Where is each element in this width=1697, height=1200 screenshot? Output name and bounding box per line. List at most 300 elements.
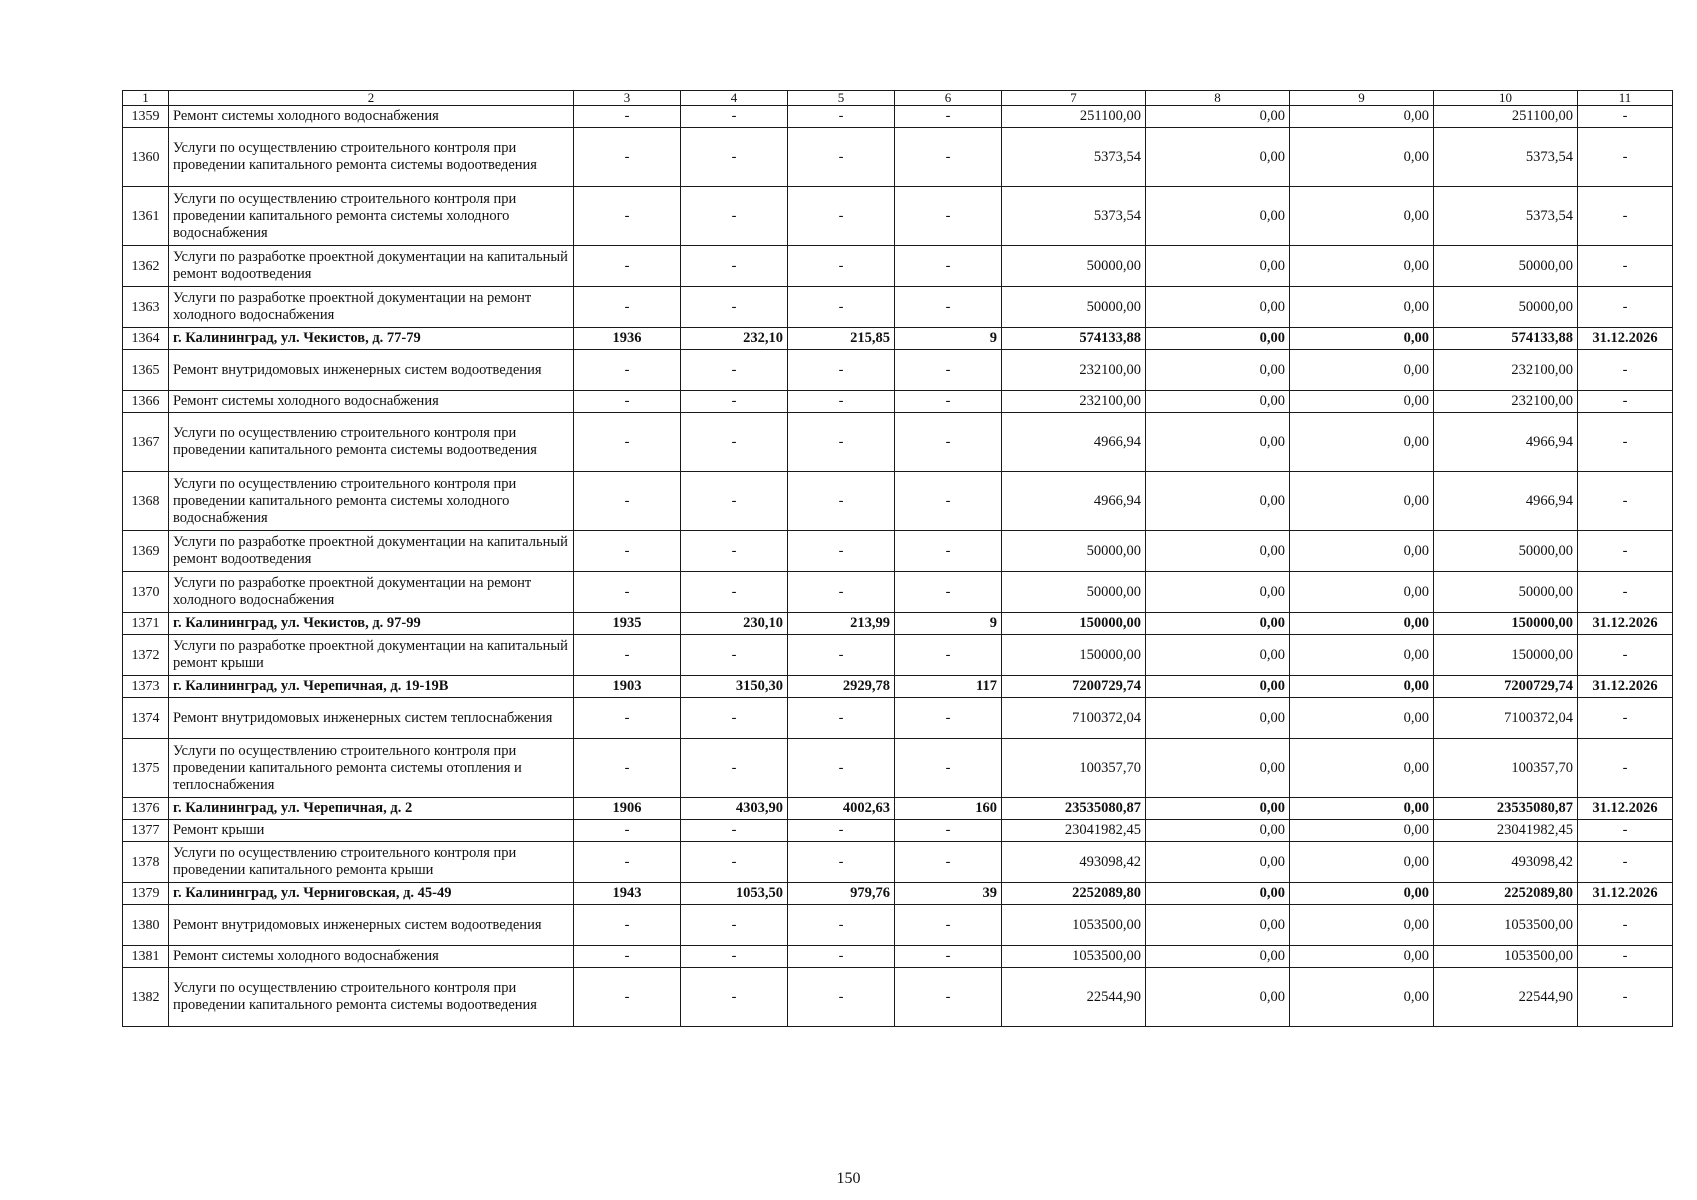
cell-living-area: - — [788, 739, 895, 798]
cell-owners-funds: 22544,90 — [1434, 968, 1578, 1027]
cell-owners-funds: 7100372,04 — [1434, 698, 1578, 739]
row-number: 1368 — [123, 472, 169, 531]
row-number: 1371 — [123, 613, 169, 635]
cell-total-area: - — [681, 946, 788, 968]
cell-living-area: - — [788, 106, 895, 128]
row-name: Услуги по осуществлению строительного контроля при проведении капитального ремонта крыши — [169, 842, 574, 883]
cell-total-cost: 23535080,87 — [1002, 798, 1146, 820]
cell-year: 1935 — [574, 613, 681, 635]
row-number: 1374 — [123, 698, 169, 739]
cell-year: 1943 — [574, 883, 681, 905]
cell-total-area: - — [681, 739, 788, 798]
cell-deadline: 31.12.2026 — [1578, 328, 1673, 350]
cell-fund-1: 0,00 — [1146, 391, 1290, 413]
cell-total-area: - — [681, 572, 788, 613]
cell-year: 1906 — [574, 798, 681, 820]
cell-fund-1: 0,00 — [1146, 106, 1290, 128]
cell-fund-2: 0,00 — [1290, 842, 1434, 883]
cell-owners-funds: 50000,00 — [1434, 531, 1578, 572]
cell-fund-2: 0,00 — [1290, 739, 1434, 798]
cell-fund-2: 0,00 — [1290, 968, 1434, 1027]
cell-residents: - — [895, 246, 1002, 287]
cell-residents: - — [895, 413, 1002, 472]
row-name: г. Калининград, ул. Черниговская, д. 45-49 — [169, 883, 574, 905]
row-number: 1369 — [123, 531, 169, 572]
column-number: 5 — [788, 91, 895, 106]
row-number: 1380 — [123, 905, 169, 946]
cell-total-cost: 493098,42 — [1002, 842, 1146, 883]
cell-total-cost: 100357,70 — [1002, 739, 1146, 798]
cell-living-area: 4002,63 — [788, 798, 895, 820]
cell-owners-funds: 5373,54 — [1434, 128, 1578, 187]
cell-owners-funds: 4966,94 — [1434, 472, 1578, 531]
cell-total-cost: 5373,54 — [1002, 187, 1146, 246]
cell-total-area: 230,10 — [681, 613, 788, 635]
cell-year: - — [574, 391, 681, 413]
cell-fund-2: 0,00 — [1290, 676, 1434, 698]
cell-total-area: 1053,50 — [681, 883, 788, 905]
cell-residents: - — [895, 739, 1002, 798]
cell-deadline: - — [1578, 413, 1673, 472]
cell-fund-2: 0,00 — [1290, 905, 1434, 946]
address-row — [123, 798, 1673, 820]
cell-living-area: - — [788, 946, 895, 968]
cell-residents: - — [895, 187, 1002, 246]
cell-deadline: - — [1578, 128, 1673, 187]
work-row — [123, 106, 1673, 128]
cell-total-area: 3150,30 — [681, 676, 788, 698]
cell-living-area: - — [788, 246, 895, 287]
cell-year: - — [574, 968, 681, 1027]
row-name: Услуги по осуществлению строительного контроля при проведении капитального ремонта системы холодного водоснабжения — [169, 472, 574, 531]
cell-living-area: - — [788, 968, 895, 1027]
cell-fund-2: 0,00 — [1290, 820, 1434, 842]
row-number: 1365 — [123, 350, 169, 391]
cell-fund-1: 0,00 — [1146, 739, 1290, 798]
cell-living-area: - — [788, 287, 895, 328]
cell-year: - — [574, 350, 681, 391]
row-name: Ремонт крыши — [169, 820, 574, 842]
cell-year: - — [574, 531, 681, 572]
work-row — [123, 472, 1673, 531]
cell-total-area: - — [681, 842, 788, 883]
row-number: 1375 — [123, 739, 169, 798]
cell-total-area: - — [681, 635, 788, 676]
cell-fund-1: 0,00 — [1146, 328, 1290, 350]
row-number: 1377 — [123, 820, 169, 842]
cell-year: - — [574, 287, 681, 328]
cell-fund-2: 0,00 — [1290, 187, 1434, 246]
column-number-row — [123, 91, 1673, 106]
cell-year: - — [574, 698, 681, 739]
row-name: Ремонт системы холодного водоснабжения — [169, 391, 574, 413]
cell-total-area: - — [681, 106, 788, 128]
work-row — [123, 946, 1673, 968]
cell-year: - — [574, 472, 681, 531]
row-name: Услуги по осуществлению строительного контроля при проведении капитального ремонта системы холодного водоснабжения — [169, 187, 574, 246]
cell-total-cost: 50000,00 — [1002, 246, 1146, 287]
cell-deadline: - — [1578, 572, 1673, 613]
cell-fund-2: 0,00 — [1290, 413, 1434, 472]
work-row — [123, 128, 1673, 187]
cell-fund-1: 0,00 — [1146, 635, 1290, 676]
cell-total-cost: 251100,00 — [1002, 106, 1146, 128]
row-name: Услуги по осуществлению строительного контроля при проведении капитального ремонта системы отопления и теплоснабжения — [169, 739, 574, 798]
register-table — [122, 90, 1673, 1027]
row-name: г. Калининград, ул. Черепичная, д. 2 — [169, 798, 574, 820]
row-number: 1360 — [123, 128, 169, 187]
cell-total-cost: 2252089,80 — [1002, 883, 1146, 905]
cell-year: - — [574, 739, 681, 798]
cell-deadline: - — [1578, 820, 1673, 842]
cell-fund-1: 0,00 — [1146, 946, 1290, 968]
cell-total-area: - — [681, 413, 788, 472]
cell-year: - — [574, 128, 681, 187]
cell-total-cost: 22544,90 — [1002, 968, 1146, 1027]
column-number: 4 — [681, 91, 788, 106]
cell-fund-2: 0,00 — [1290, 350, 1434, 391]
cell-total-area: - — [681, 287, 788, 328]
cell-residents: - — [895, 472, 1002, 531]
cell-deadline: - — [1578, 106, 1673, 128]
cell-year: - — [574, 635, 681, 676]
column-number: 10 — [1434, 91, 1578, 106]
cell-deadline: - — [1578, 842, 1673, 883]
work-row — [123, 350, 1673, 391]
cell-fund-1: 0,00 — [1146, 350, 1290, 391]
cell-year: - — [574, 905, 681, 946]
cell-total-cost: 150000,00 — [1002, 613, 1146, 635]
cell-residents: - — [895, 968, 1002, 1027]
row-number: 1364 — [123, 328, 169, 350]
cell-fund-2: 0,00 — [1290, 391, 1434, 413]
work-row — [123, 968, 1673, 1027]
cell-living-area: - — [788, 187, 895, 246]
cell-owners-funds: 23535080,87 — [1434, 798, 1578, 820]
register-sheet — [122, 90, 1672, 1027]
row-name: Услуги по разработке проектной документации на ремонт холодного водоснабжения — [169, 572, 574, 613]
row-name: Ремонт внутридомовых инженерных систем водоотведения — [169, 905, 574, 946]
cell-residents: - — [895, 842, 1002, 883]
row-name: Ремонт внутридомовых инженерных систем теплоснабжения — [169, 698, 574, 739]
cell-residents: - — [895, 128, 1002, 187]
column-number: 11 — [1578, 91, 1673, 106]
cell-living-area: - — [788, 413, 895, 472]
cell-total-cost: 4966,94 — [1002, 472, 1146, 531]
cell-owners-funds: 150000,00 — [1434, 635, 1578, 676]
work-row — [123, 187, 1673, 246]
cell-deadline: - — [1578, 635, 1673, 676]
row-name: Ремонт системы холодного водоснабжения — [169, 946, 574, 968]
cell-year: 1936 — [574, 328, 681, 350]
cell-owners-funds: 493098,42 — [1434, 842, 1578, 883]
row-name: Ремонт системы холодного водоснабжения — [169, 106, 574, 128]
row-name: Ремонт внутридомовых инженерных систем водоотведения — [169, 350, 574, 391]
cell-owners-funds: 2252089,80 — [1434, 883, 1578, 905]
cell-fund-1: 0,00 — [1146, 187, 1290, 246]
work-row — [123, 413, 1673, 472]
cell-total-area: - — [681, 968, 788, 1027]
cell-total-area: - — [681, 187, 788, 246]
work-row — [123, 246, 1673, 287]
cell-residents: - — [895, 946, 1002, 968]
cell-deadline: - — [1578, 246, 1673, 287]
cell-fund-1: 0,00 — [1146, 287, 1290, 328]
row-name: Услуги по разработке проектной документации на ремонт холодного водоснабжения — [169, 287, 574, 328]
cell-total-cost: 7100372,04 — [1002, 698, 1146, 739]
work-row — [123, 635, 1673, 676]
cell-total-cost: 4966,94 — [1002, 413, 1146, 472]
cell-fund-2: 0,00 — [1290, 698, 1434, 739]
cell-year: 1903 — [574, 676, 681, 698]
cell-year: - — [574, 106, 681, 128]
cell-owners-funds: 251100,00 — [1434, 106, 1578, 128]
cell-residents: - — [895, 820, 1002, 842]
cell-living-area: - — [788, 128, 895, 187]
cell-residents: - — [895, 106, 1002, 128]
cell-deadline: - — [1578, 472, 1673, 531]
cell-fund-2: 0,00 — [1290, 946, 1434, 968]
row-name: Услуги по разработке проектной документации на капитальный ремонт водоотведения — [169, 531, 574, 572]
address-row — [123, 613, 1673, 635]
cell-total-cost: 7200729,74 — [1002, 676, 1146, 698]
cell-fund-2: 0,00 — [1290, 531, 1434, 572]
row-name: г. Калининград, ул. Чекистов, д. 97-99 — [169, 613, 574, 635]
cell-year: - — [574, 246, 681, 287]
cell-year: - — [574, 413, 681, 472]
cell-residents: - — [895, 698, 1002, 739]
cell-living-area: 2929,78 — [788, 676, 895, 698]
work-row — [123, 739, 1673, 798]
cell-owners-funds: 50000,00 — [1434, 287, 1578, 328]
row-number: 1361 — [123, 187, 169, 246]
cell-deadline: - — [1578, 287, 1673, 328]
cell-residents: - — [895, 391, 1002, 413]
column-number: 7 — [1002, 91, 1146, 106]
row-number: 1363 — [123, 287, 169, 328]
cell-living-area: - — [788, 905, 895, 946]
row-name: Услуги по осуществлению строительного контроля при проведении капитального ремонта системы водоотведения — [169, 128, 574, 187]
row-name: Услуги по разработке проектной документации на капитальный ремонт водоотведения — [169, 246, 574, 287]
cell-deadline: 31.12.2026 — [1578, 883, 1673, 905]
cell-fund-1: 0,00 — [1146, 531, 1290, 572]
row-number: 1367 — [123, 413, 169, 472]
cell-deadline: - — [1578, 946, 1673, 968]
cell-total-cost: 23041982,45 — [1002, 820, 1146, 842]
cell-deadline: 31.12.2026 — [1578, 613, 1673, 635]
cell-fund-2: 0,00 — [1290, 328, 1434, 350]
work-row — [123, 391, 1673, 413]
cell-fund-1: 0,00 — [1146, 246, 1290, 287]
address-row — [123, 883, 1673, 905]
row-number: 1373 — [123, 676, 169, 698]
cell-total-area: - — [681, 128, 788, 187]
work-row — [123, 572, 1673, 613]
cell-residents: - — [895, 635, 1002, 676]
row-number: 1359 — [123, 106, 169, 128]
cell-total-area: - — [681, 246, 788, 287]
cell-owners-funds: 232100,00 — [1434, 350, 1578, 391]
row-number: 1362 — [123, 246, 169, 287]
cell-total-area: 4303,90 — [681, 798, 788, 820]
cell-fund-2: 0,00 — [1290, 287, 1434, 328]
cell-fund-1: 0,00 — [1146, 798, 1290, 820]
column-number: 1 — [123, 91, 169, 106]
cell-residents: - — [895, 572, 1002, 613]
row-number: 1381 — [123, 946, 169, 968]
cell-owners-funds: 23041982,45 — [1434, 820, 1578, 842]
cell-fund-2: 0,00 — [1290, 572, 1434, 613]
row-number: 1378 — [123, 842, 169, 883]
row-number: 1366 — [123, 391, 169, 413]
cell-total-cost: 5373,54 — [1002, 128, 1146, 187]
cell-fund-2: 0,00 — [1290, 106, 1434, 128]
address-row — [123, 676, 1673, 698]
cell-living-area: - — [788, 531, 895, 572]
cell-total-area: - — [681, 350, 788, 391]
cell-fund-2: 0,00 — [1290, 613, 1434, 635]
cell-owners-funds: 5373,54 — [1434, 187, 1578, 246]
cell-deadline: - — [1578, 905, 1673, 946]
cell-living-area: - — [788, 698, 895, 739]
cell-fund-1: 0,00 — [1146, 572, 1290, 613]
cell-living-area: - — [788, 820, 895, 842]
cell-total-cost: 232100,00 — [1002, 391, 1146, 413]
row-name: г. Калининград, ул. Чекистов, д. 77-79 — [169, 328, 574, 350]
cell-fund-1: 0,00 — [1146, 883, 1290, 905]
cell-residents: - — [895, 287, 1002, 328]
cell-residents: 117 — [895, 676, 1002, 698]
cell-total-cost: 1053500,00 — [1002, 905, 1146, 946]
column-number: 3 — [574, 91, 681, 106]
column-number: 8 — [1146, 91, 1290, 106]
cell-fund-1: 0,00 — [1146, 613, 1290, 635]
cell-owners-funds: 574133,88 — [1434, 328, 1578, 350]
cell-year: - — [574, 187, 681, 246]
work-row — [123, 287, 1673, 328]
cell-year: - — [574, 820, 681, 842]
cell-total-area: - — [681, 391, 788, 413]
cell-fund-1: 0,00 — [1146, 968, 1290, 1027]
cell-total-area: - — [681, 472, 788, 531]
cell-owners-funds: 50000,00 — [1434, 572, 1578, 613]
cell-living-area: 213,99 — [788, 613, 895, 635]
cell-total-cost: 150000,00 — [1002, 635, 1146, 676]
cell-living-area: 215,85 — [788, 328, 895, 350]
cell-fund-1: 0,00 — [1146, 413, 1290, 472]
row-name: Услуги по разработке проектной документации на капитальный ремонт крыши — [169, 635, 574, 676]
cell-living-area: - — [788, 842, 895, 883]
cell-fund-1: 0,00 — [1146, 676, 1290, 698]
cell-residents: - — [895, 531, 1002, 572]
row-name: г. Калининград, ул. Черепичная, д. 19-19В — [169, 676, 574, 698]
cell-deadline: - — [1578, 350, 1673, 391]
cell-total-cost: 50000,00 — [1002, 572, 1146, 613]
work-row — [123, 905, 1673, 946]
cell-total-cost: 50000,00 — [1002, 287, 1146, 328]
cell-owners-funds: 1053500,00 — [1434, 905, 1578, 946]
cell-residents: 160 — [895, 798, 1002, 820]
page-number: 150 — [836, 1170, 861, 1187]
cell-total-cost: 232100,00 — [1002, 350, 1146, 391]
cell-total-cost: 1053500,00 — [1002, 946, 1146, 968]
column-number: 9 — [1290, 91, 1434, 106]
cell-fund-2: 0,00 — [1290, 798, 1434, 820]
row-number: 1370 — [123, 572, 169, 613]
cell-living-area: - — [788, 572, 895, 613]
cell-residents: 9 — [895, 328, 1002, 350]
cell-fund-1: 0,00 — [1146, 698, 1290, 739]
cell-residents: - — [895, 905, 1002, 946]
cell-fund-1: 0,00 — [1146, 905, 1290, 946]
cell-owners-funds: 1053500,00 — [1434, 946, 1578, 968]
work-row — [123, 820, 1673, 842]
cell-total-cost: 574133,88 — [1002, 328, 1146, 350]
cell-owners-funds: 232100,00 — [1434, 391, 1578, 413]
work-row — [123, 698, 1673, 739]
cell-owners-funds: 50000,00 — [1434, 246, 1578, 287]
cell-fund-1: 0,00 — [1146, 128, 1290, 187]
cell-total-cost: 50000,00 — [1002, 531, 1146, 572]
cell-owners-funds: 100357,70 — [1434, 739, 1578, 798]
row-number: 1379 — [123, 883, 169, 905]
row-name: Услуги по осуществлению строительного контроля при проведении капитального ремонта системы водоотведения — [169, 413, 574, 472]
cell-fund-1: 0,00 — [1146, 842, 1290, 883]
cell-total-area: - — [681, 905, 788, 946]
cell-total-area: - — [681, 531, 788, 572]
cell-living-area: - — [788, 635, 895, 676]
work-row — [123, 842, 1673, 883]
cell-total-area: 232,10 — [681, 328, 788, 350]
cell-year: - — [574, 842, 681, 883]
cell-deadline: 31.12.2026 — [1578, 798, 1673, 820]
cell-deadline: - — [1578, 968, 1673, 1027]
cell-living-area: - — [788, 350, 895, 391]
row-name: Услуги по осуществлению строительного контроля при проведении капитального ремонта системы водоотведения — [169, 968, 574, 1027]
cell-fund-2: 0,00 — [1290, 472, 1434, 531]
cell-fund-1: 0,00 — [1146, 820, 1290, 842]
cell-living-area: 979,76 — [788, 883, 895, 905]
row-number: 1382 — [123, 968, 169, 1027]
cell-year: - — [574, 572, 681, 613]
cell-year: - — [574, 946, 681, 968]
cell-living-area: - — [788, 391, 895, 413]
cell-fund-2: 0,00 — [1290, 246, 1434, 287]
cell-owners-funds: 150000,00 — [1434, 613, 1578, 635]
cell-residents: 39 — [895, 883, 1002, 905]
cell-deadline: 31.12.2026 — [1578, 676, 1673, 698]
cell-owners-funds: 4966,94 — [1434, 413, 1578, 472]
cell-deadline: - — [1578, 531, 1673, 572]
cell-living-area: - — [788, 472, 895, 531]
row-number: 1376 — [123, 798, 169, 820]
cell-deadline: - — [1578, 187, 1673, 246]
cell-deadline: - — [1578, 391, 1673, 413]
cell-residents: - — [895, 350, 1002, 391]
cell-deadline: - — [1578, 739, 1673, 798]
cell-owners-funds: 7200729,74 — [1434, 676, 1578, 698]
cell-deadline: - — [1578, 698, 1673, 739]
cell-total-area: - — [681, 698, 788, 739]
work-row — [123, 531, 1673, 572]
cell-residents: 9 — [895, 613, 1002, 635]
address-row — [123, 328, 1673, 350]
column-number: 2 — [169, 91, 574, 106]
cell-fund-2: 0,00 — [1290, 128, 1434, 187]
cell-fund-2: 0,00 — [1290, 635, 1434, 676]
cell-total-area: - — [681, 820, 788, 842]
cell-fund-2: 0,00 — [1290, 883, 1434, 905]
